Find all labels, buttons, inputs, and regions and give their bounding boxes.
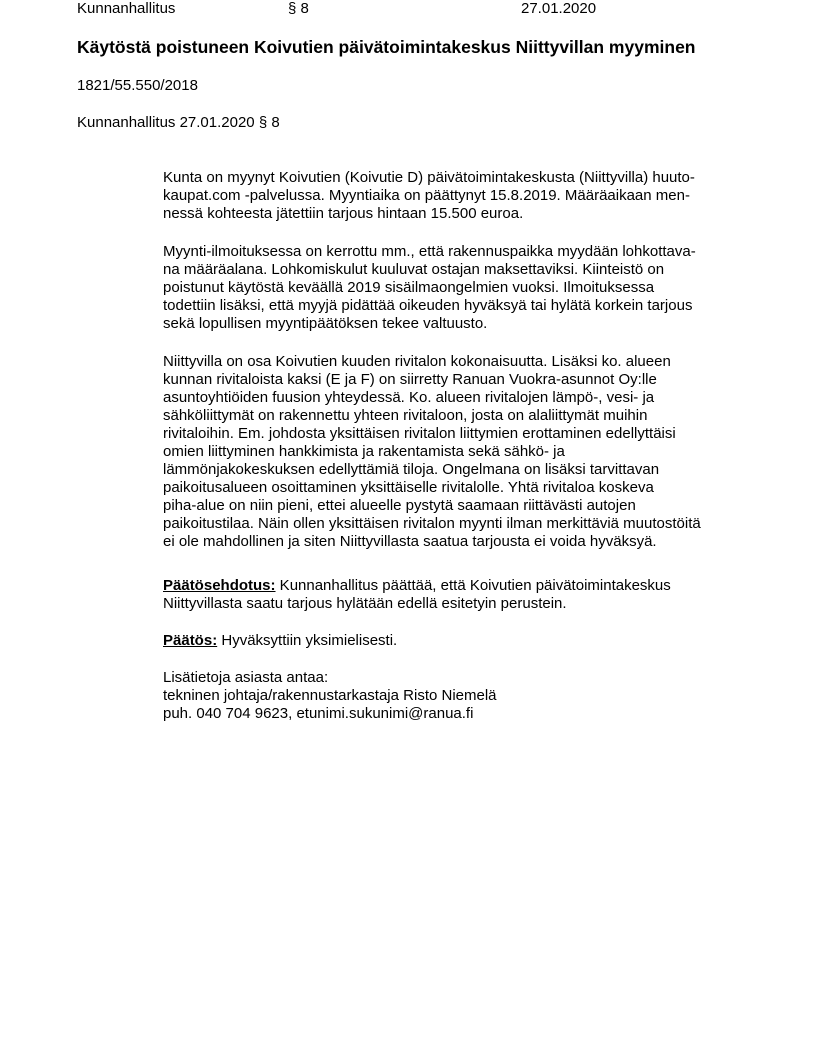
text-line: sekä lopullisen myyntipäätöksen tekee valtuusto. [163, 315, 488, 332]
paragraph-3 [163, 353, 701, 551]
text-line: asuntoyhtiöiden fuusion yhteydessä. Ko. alueen rivitalojen lämpö-, vesi- ja [163, 389, 655, 406]
header-body: Kunnanhallitus [77, 0, 176, 17]
decision-proposal [163, 577, 671, 613]
decision-text: Hyväksyttiin yksimielisesti. [217, 632, 398, 649]
text-line: ei ole mahdollinen ja siten Niittyvillasta saatua tarjousta ei voida hyväksyä. [163, 533, 657, 550]
text-line: poistunut käytöstä keväällä 2019 sisäilmaongelmien vuoksi. Ilmoituksessa [163, 279, 655, 296]
text-line: Myynti-ilmoituksessa on kerrottu mm., että rakennuspaikka myydään lohkottava- [163, 243, 696, 260]
text-line: nessä kohteesta jätettiin tarjous hintaan 15.500 euroa. [163, 205, 524, 222]
contact-line: Lisätietoja asiasta antaa: [163, 669, 329, 686]
page-title: Käytöstä poistuneen Koivutien päivätoimintakeskus Niittyvillan myyminen [77, 37, 696, 57]
proposal-text-2: Niittyvillasta saatu tarjous hylätään edellä esitetyin perustein. [163, 595, 567, 612]
text-line: paikoitusalueen osoittaminen yksittäiselle rivitalolle. Yhtä rivitaloa koskeva [163, 479, 654, 496]
text-line: lämmönjakokeskuksen edellyttämiä tiloja. Ongelmana on lisäksi tarvittavan [163, 461, 660, 478]
contact-info [163, 669, 497, 723]
text-line: Niittyvilla on osa Koivutien kuuden rivitalon kokonaisuutta. Lisäksi ko. alueen [163, 353, 671, 370]
decision-label: Päätös: [163, 632, 218, 649]
text-line: na määräalana. Lohkomiskulut kuuluvat ostajan maksettaviksi. Kiinteistö on [163, 261, 665, 278]
text-line: rivitaloihin. Em. johdosta yksittäisen rivitalon liittymien erottaminen edellyttäisi [163, 425, 676, 442]
meeting-reference: Kunnanhallitus 27.01.2020 § 8 [77, 114, 280, 131]
text-line: todettiin lisäksi, että myyjä pidättää oikeuden hyväksyä tai hylätä korkein tarjous [163, 297, 693, 314]
text-line: Kunta on myynyt Koivutien (Koivutie D) päivätoimintakeskusta (Niittyvilla) huuto- [163, 169, 695, 186]
header-date: 27.01.2020 [521, 0, 597, 17]
text-line: paikoitustilaa. Näin ollen yksittäisen rivitalon myynti ilman merkittäviä muutostöitä [163, 515, 701, 532]
text-line: sähköliittymät on rakennettu yhteen rivitaloon, josta on alaliittymät muihin [163, 407, 648, 424]
proposal-label: Päätösehdotus: [163, 577, 276, 594]
text-line: kaupat.com -palvelussa. Myyntiaika on päättynyt 15.8.2019. Määräaikaan men- [163, 187, 690, 204]
decision [163, 632, 397, 650]
text-line: omien liittyminen hankkimista ja rakentamista sekä sähkö- ja [163, 443, 565, 460]
text-line: piha-alue on niin pieni, ettei alueelle pystytä saamaan riittävästi autojen [163, 497, 636, 514]
proposal-text: Kunnanhallitus päättää, että Koivutien päivätoimintakeskus [275, 577, 671, 594]
reference-number: 1821/55.550/2018 [77, 77, 198, 94]
header-section: § 8 [288, 0, 309, 17]
text-line: kunnan rivitaloista kaksi (E ja F) on siirretty Ranuan Vuokra-asunnot Oy:lle [163, 371, 657, 388]
contact-line: puh. 040 704 9623, etunimi.sukunimi@ranua.fi [163, 705, 474, 722]
contact-line: tekninen johtaja/rakennustarkastaja Risto Niemelä [163, 687, 497, 704]
paragraph-1 [163, 169, 695, 223]
paragraph-2 [163, 243, 696, 333]
